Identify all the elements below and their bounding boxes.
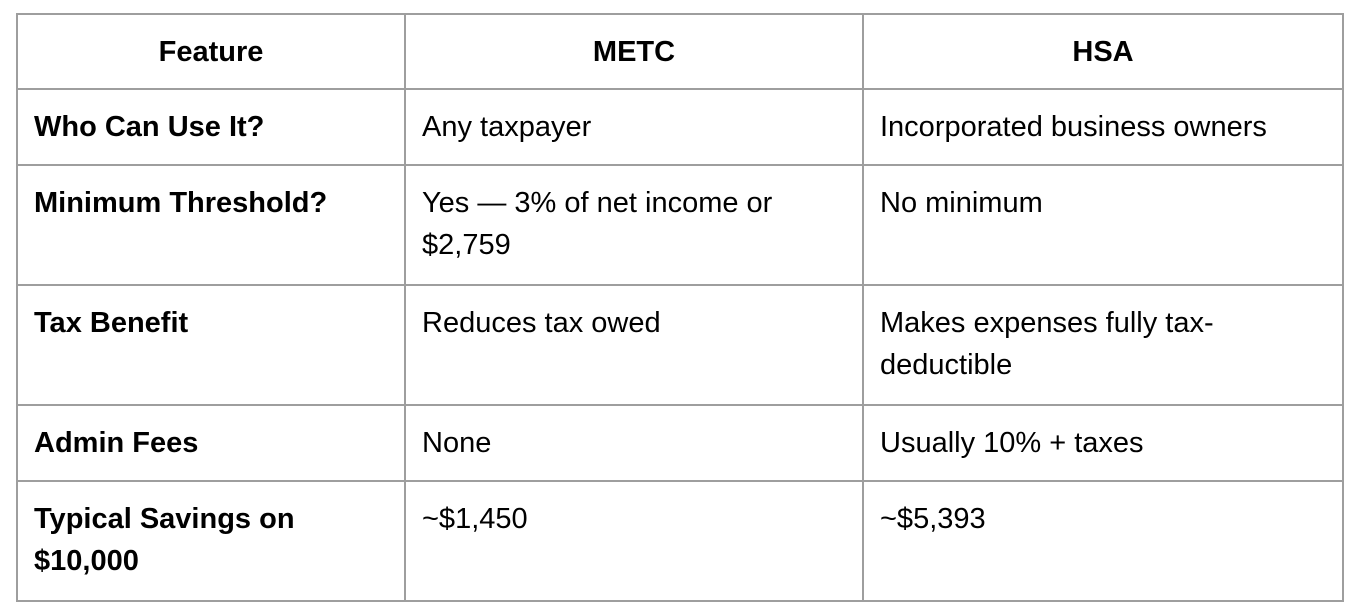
metc-cell: ~$1,450 bbox=[405, 481, 863, 601]
metc-cell: Any taxpayer bbox=[405, 89, 863, 165]
feature-cell: Admin Fees bbox=[17, 405, 405, 481]
feature-cell: Typical Savings on $10,000 bbox=[17, 481, 405, 601]
header-feature: Feature bbox=[17, 14, 405, 89]
table-row bbox=[17, 165, 1343, 285]
metc-cell: Reduces tax owed bbox=[405, 285, 863, 405]
table-row bbox=[17, 285, 1343, 405]
hsa-cell: Usually 10% + taxes bbox=[863, 405, 1343, 481]
feature-cell: Minimum Threshold? bbox=[17, 165, 405, 285]
hsa-cell: ~$5,393 bbox=[863, 481, 1343, 601]
metc-cell: None bbox=[405, 405, 863, 481]
header-row bbox=[17, 14, 1343, 89]
feature-cell: Tax Benefit bbox=[17, 285, 405, 405]
metc-cell: Yes — 3% of net income or $2,759 bbox=[405, 165, 863, 285]
table-row bbox=[17, 89, 1343, 165]
hsa-cell: Incorporated business owners bbox=[863, 89, 1343, 165]
hsa-cell: Makes expenses fully tax-deductible bbox=[863, 285, 1343, 405]
table-header bbox=[17, 14, 1343, 89]
hsa-cell: No minimum bbox=[863, 165, 1343, 285]
header-metc: METC bbox=[405, 14, 863, 89]
table-body bbox=[17, 89, 1343, 601]
feature-cell: Who Can Use It? bbox=[17, 89, 405, 165]
table-row bbox=[17, 481, 1343, 601]
header-hsa: HSA bbox=[863, 14, 1343, 89]
table-row bbox=[17, 405, 1343, 481]
comparison-table bbox=[16, 13, 1344, 602]
